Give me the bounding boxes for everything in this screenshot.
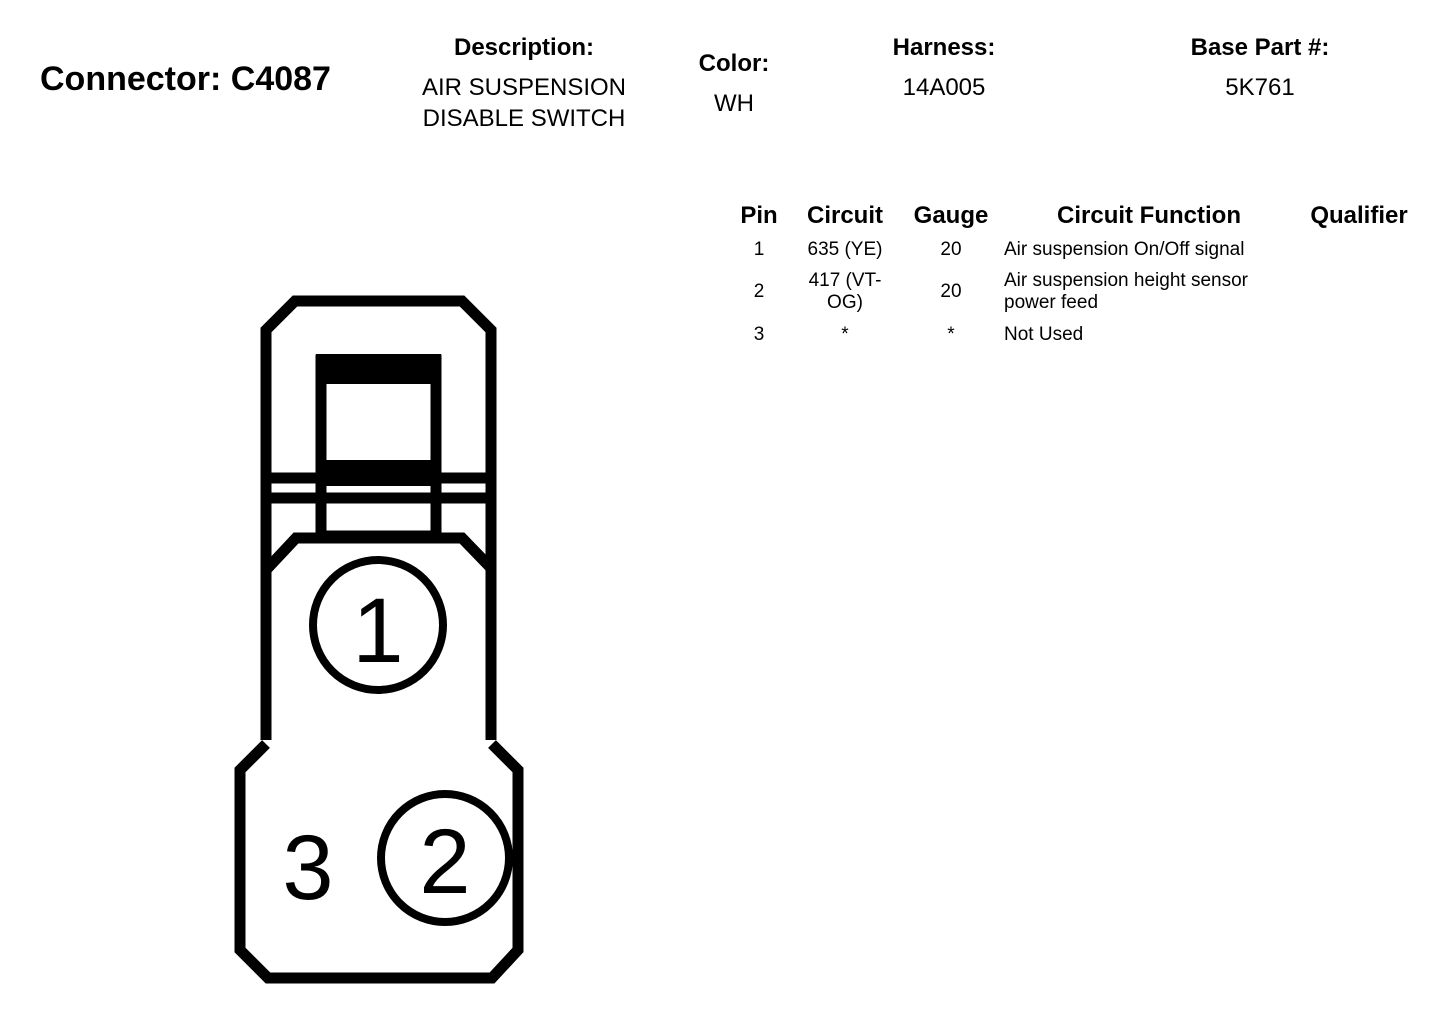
cell-function: Air suspension On/Off signal xyxy=(1004,239,1245,260)
cell-pin: 1 xyxy=(753,239,765,260)
description-line-1: AIR SUSPENSION xyxy=(421,74,627,101)
harness-value: 14A005 xyxy=(902,74,986,101)
pin-2-label: 2 xyxy=(419,811,471,913)
col-circuit: Circuit xyxy=(806,202,883,229)
color-value: WH xyxy=(714,90,754,117)
cell-gauge: 20 xyxy=(940,239,962,260)
connector-title: Connector: C4087 xyxy=(40,60,331,98)
cell-circuit: * xyxy=(841,324,849,345)
base-part-value: 5K761 xyxy=(1225,74,1295,101)
pin-1-label: 1 xyxy=(352,580,404,682)
cell-pin: 3 xyxy=(753,324,765,345)
color-label: Color: xyxy=(698,50,770,77)
description-label: Description: xyxy=(453,34,594,61)
pin-3-label: 3 xyxy=(282,817,334,919)
cell-circuit-line-1: 417 (VT- xyxy=(808,270,882,291)
col-circuit-function: Circuit Function xyxy=(1057,202,1241,229)
harness-label: Harness: xyxy=(892,34,996,61)
cell-circuit-line-2: OG) xyxy=(827,292,863,313)
col-qualifier: Qualifier xyxy=(1310,202,1408,229)
connector-latch-bar xyxy=(316,354,441,384)
cell-function: Not Used xyxy=(1004,324,1084,345)
connector-latch xyxy=(321,360,436,536)
col-gauge: Gauge xyxy=(913,202,989,229)
cell-gauge: 20 xyxy=(940,281,962,302)
base-part-label: Base Part #: xyxy=(1190,34,1330,61)
cell-function-line-2: power feed xyxy=(1004,292,1099,313)
description-line-2: DISABLE SWITCH xyxy=(422,105,626,132)
connector-latch-bar xyxy=(316,460,441,486)
cell-circuit: 635 (YE) xyxy=(807,239,883,260)
cell-gauge: * xyxy=(947,324,955,345)
col-pin: Pin xyxy=(740,202,778,229)
cell-pin: 2 xyxy=(753,281,765,302)
cell-function-line-1: Air suspension height sensor xyxy=(1004,270,1248,291)
